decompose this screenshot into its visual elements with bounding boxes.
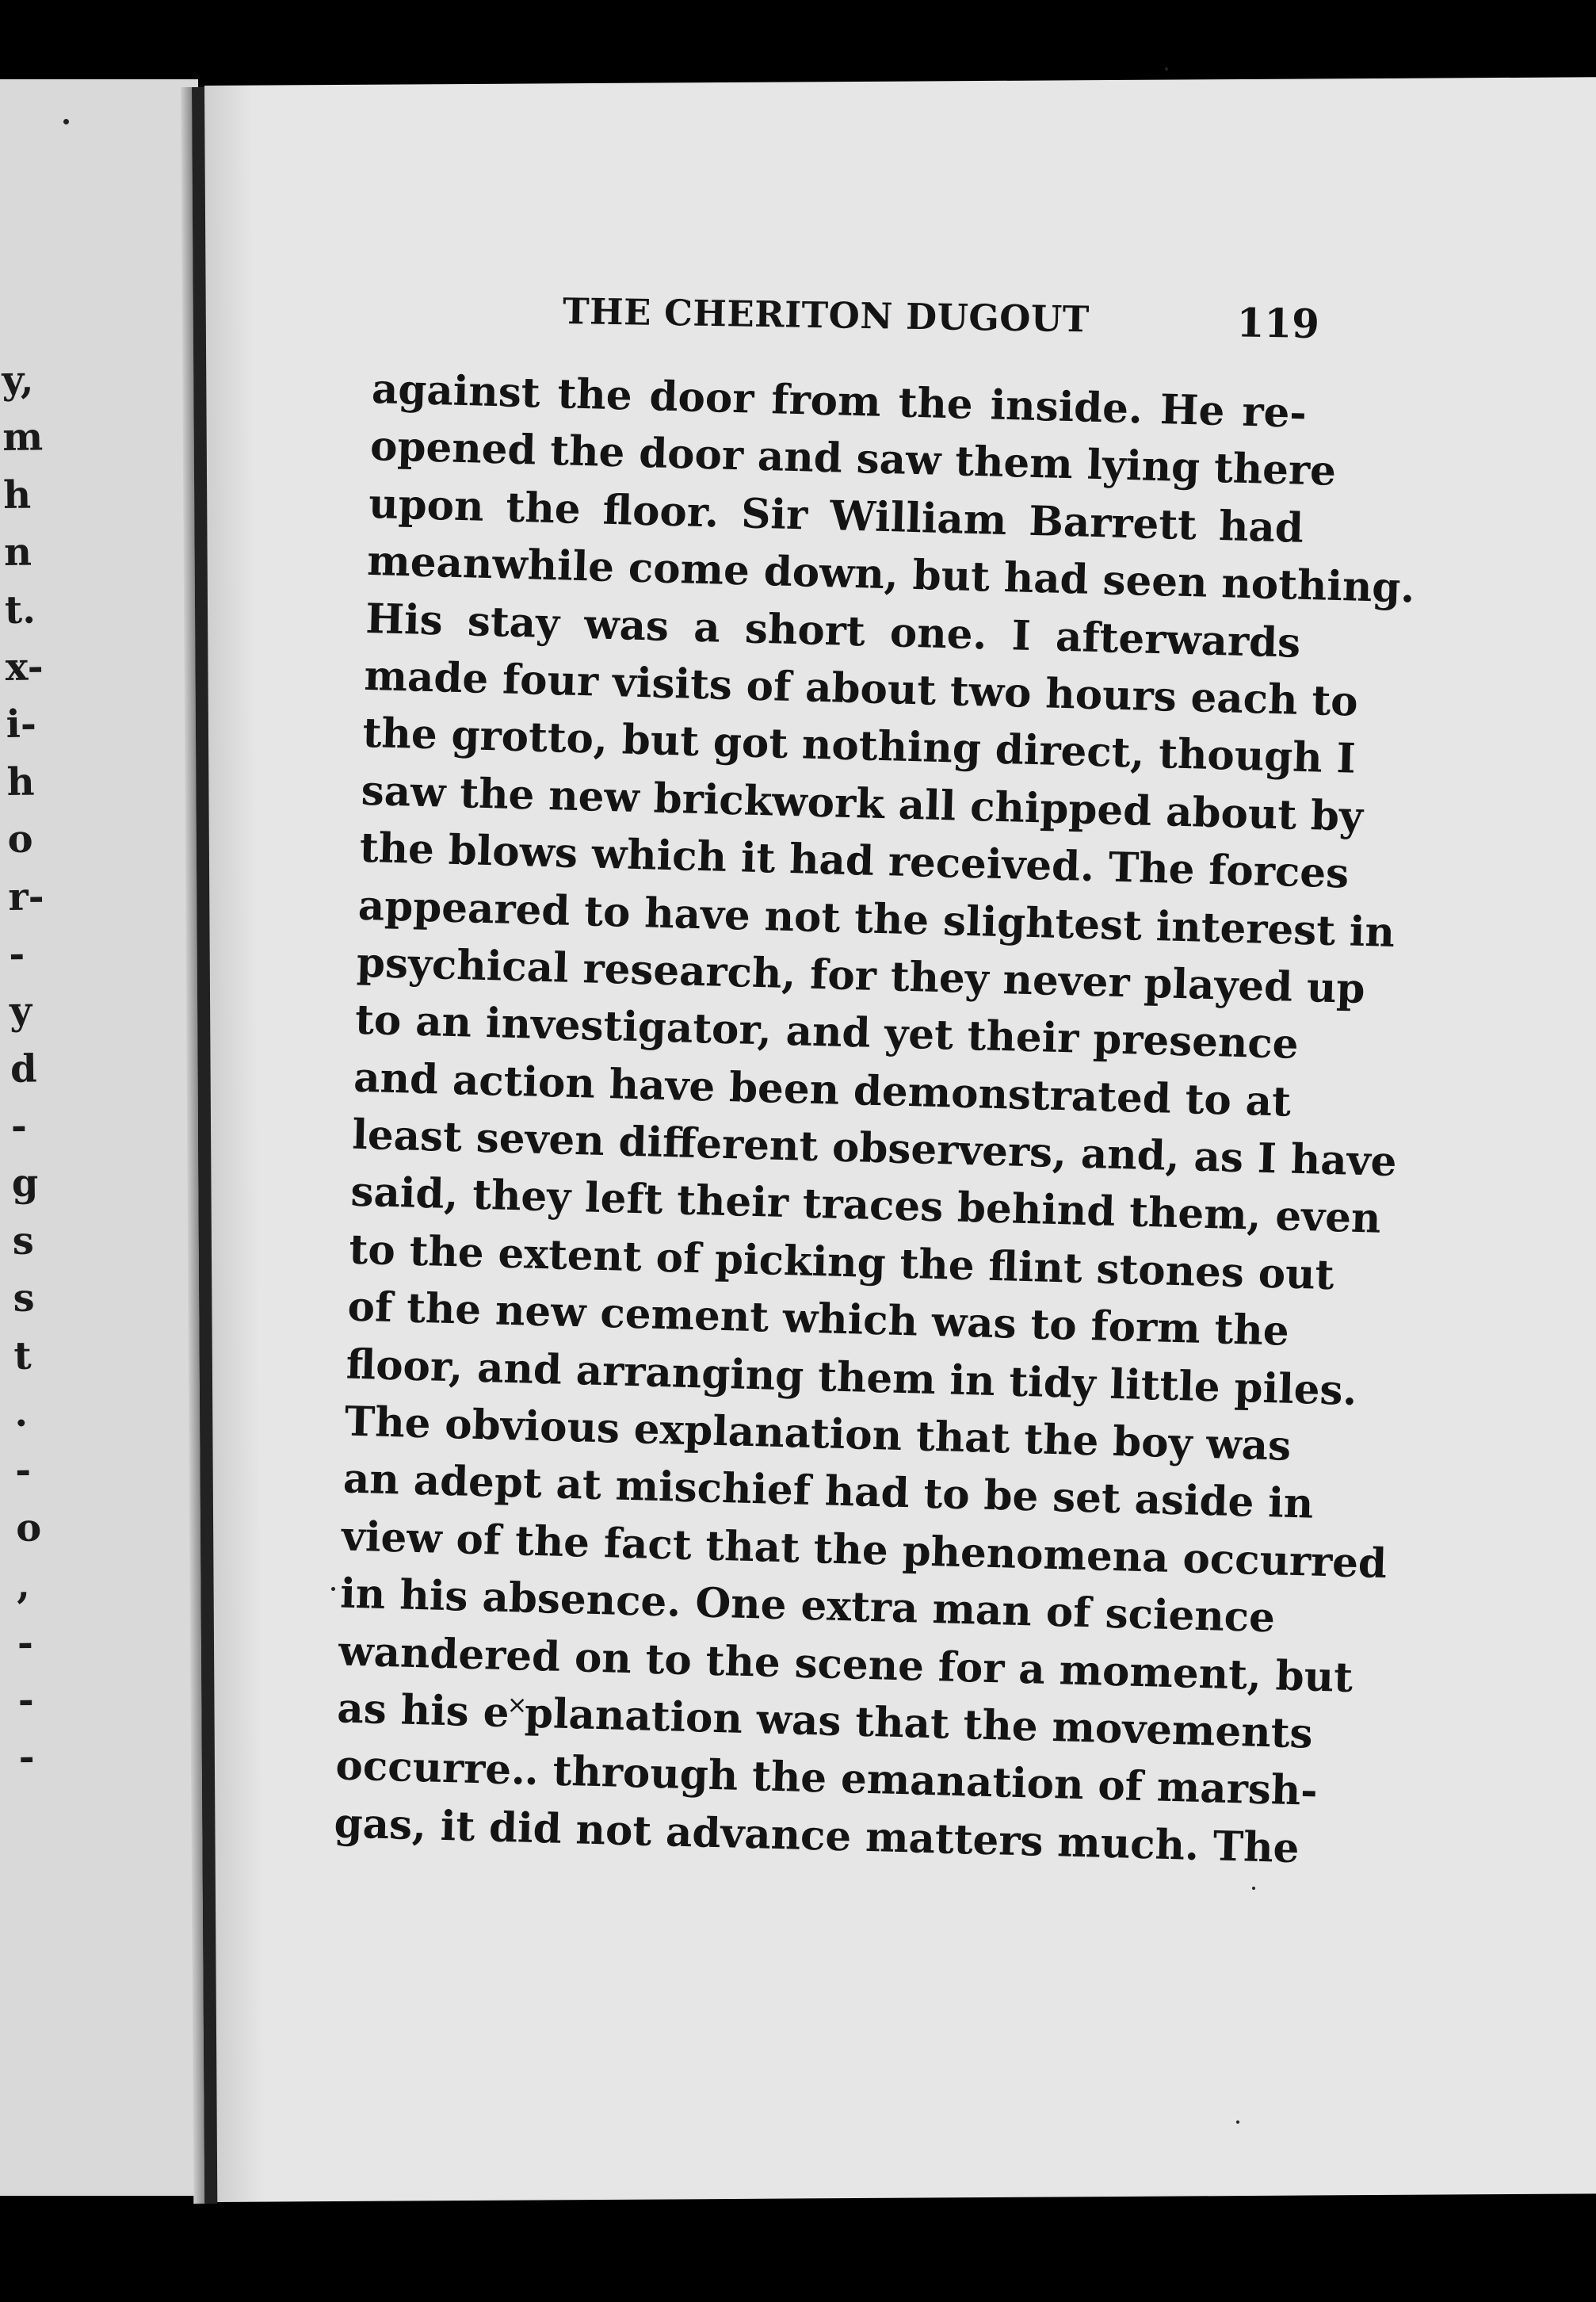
left-fragment: i- (6, 702, 37, 748)
left-fragment: t (13, 1333, 32, 1379)
page-number: 119 (1236, 299, 1320, 347)
text-line: the grotto, but got nothing direct, though I (361, 709, 1357, 783)
running-head (562, 290, 1319, 358)
dust-speck (1236, 2120, 1239, 2124)
text-line: upon the floor. Sir William Barrett had (368, 480, 1304, 553)
left-fragment: m (2, 415, 44, 461)
text-line: appeared to have not the slightest interest in (357, 881, 1396, 957)
text-line: wandered on to the scene for a moment, but (338, 1627, 1354, 1702)
left-fragment: x- (5, 644, 44, 690)
left-fragment: o (7, 816, 33, 862)
left-fragment: t. (4, 587, 36, 633)
left-fragment: g (11, 1161, 39, 1206)
text-line: view of the fact that the phenomena occurred (341, 1512, 1388, 1588)
left-fragment: - (8, 931, 25, 977)
left-fragment: - (18, 1735, 35, 1780)
text-line: saw the new brickwork all chipped about by (361, 767, 1364, 841)
left-fragment: y, (2, 358, 34, 403)
text-line: made four visits of about two hours each to (363, 652, 1359, 726)
left-fragment: s (13, 1275, 35, 1321)
left-fragment: h (2, 472, 32, 518)
text-line: against the door from the inside. He re- (371, 365, 1308, 438)
text-line: in his absence. One extra man of science (339, 1570, 1276, 1642)
left-fragment: - (10, 1103, 28, 1149)
text-line: meanwhile come down, but had seen nothing. (366, 537, 1416, 613)
left-fragment: y (9, 988, 32, 1034)
dust-speck (63, 119, 69, 124)
dust-speck (331, 1587, 335, 1591)
left-fragment: s (12, 1218, 35, 1264)
text-line: to the extent of picking the flint stones out (348, 1226, 1335, 1300)
text-line: the blows which it had received. The forces (359, 824, 1350, 898)
text-line: of the new cement which was to form the (346, 1283, 1290, 1356)
text-line: least seven different observers, and, as I have (351, 1111, 1398, 1187)
text-line: and action have been demonstrated to at (353, 1053, 1292, 1126)
text-line: floor, and arranging them in tidy little piles. (346, 1340, 1358, 1415)
left-fragment: - (17, 1677, 35, 1723)
text-line: an adept at mischief had to be set aside in (342, 1455, 1315, 1528)
left-fragment: d (10, 1046, 37, 1092)
left-fragment: . (14, 1390, 29, 1436)
left-fragment: , (16, 1562, 31, 1608)
text-line: psychical research, for they never played up (356, 939, 1366, 1013)
left-fragment: h (6, 759, 35, 805)
dust-speck (1252, 1887, 1255, 1890)
left-fragment: - (14, 1448, 32, 1493)
text-line: gas, it did not advance matters much. The (333, 1799, 1300, 1873)
running-head-title: THE CHERITON DUGOUT (562, 290, 1090, 341)
left-fragment: n (3, 530, 32, 576)
text-line: as his e˟planation was that the movements (336, 1684, 1314, 1758)
text-line: opened the door and saw them lying there (369, 423, 1337, 496)
left-fragment: r- (8, 874, 44, 920)
left-fragment: - (17, 1620, 34, 1665)
body-text (333, 361, 1416, 1876)
text-line: His stay was a short one. I afterwards (365, 595, 1301, 667)
text-line: The obvious explanation that the boy was (344, 1398, 1292, 1470)
dust-speck (1165, 67, 1168, 71)
text-line: to an investigator, and yet their presence (354, 996, 1300, 1069)
text-line: said, they left their traces behind them, even (349, 1168, 1382, 1244)
text-line: occurre‥ through the emanation of marsh- (334, 1742, 1319, 1816)
left-fragment: o (15, 1505, 42, 1551)
